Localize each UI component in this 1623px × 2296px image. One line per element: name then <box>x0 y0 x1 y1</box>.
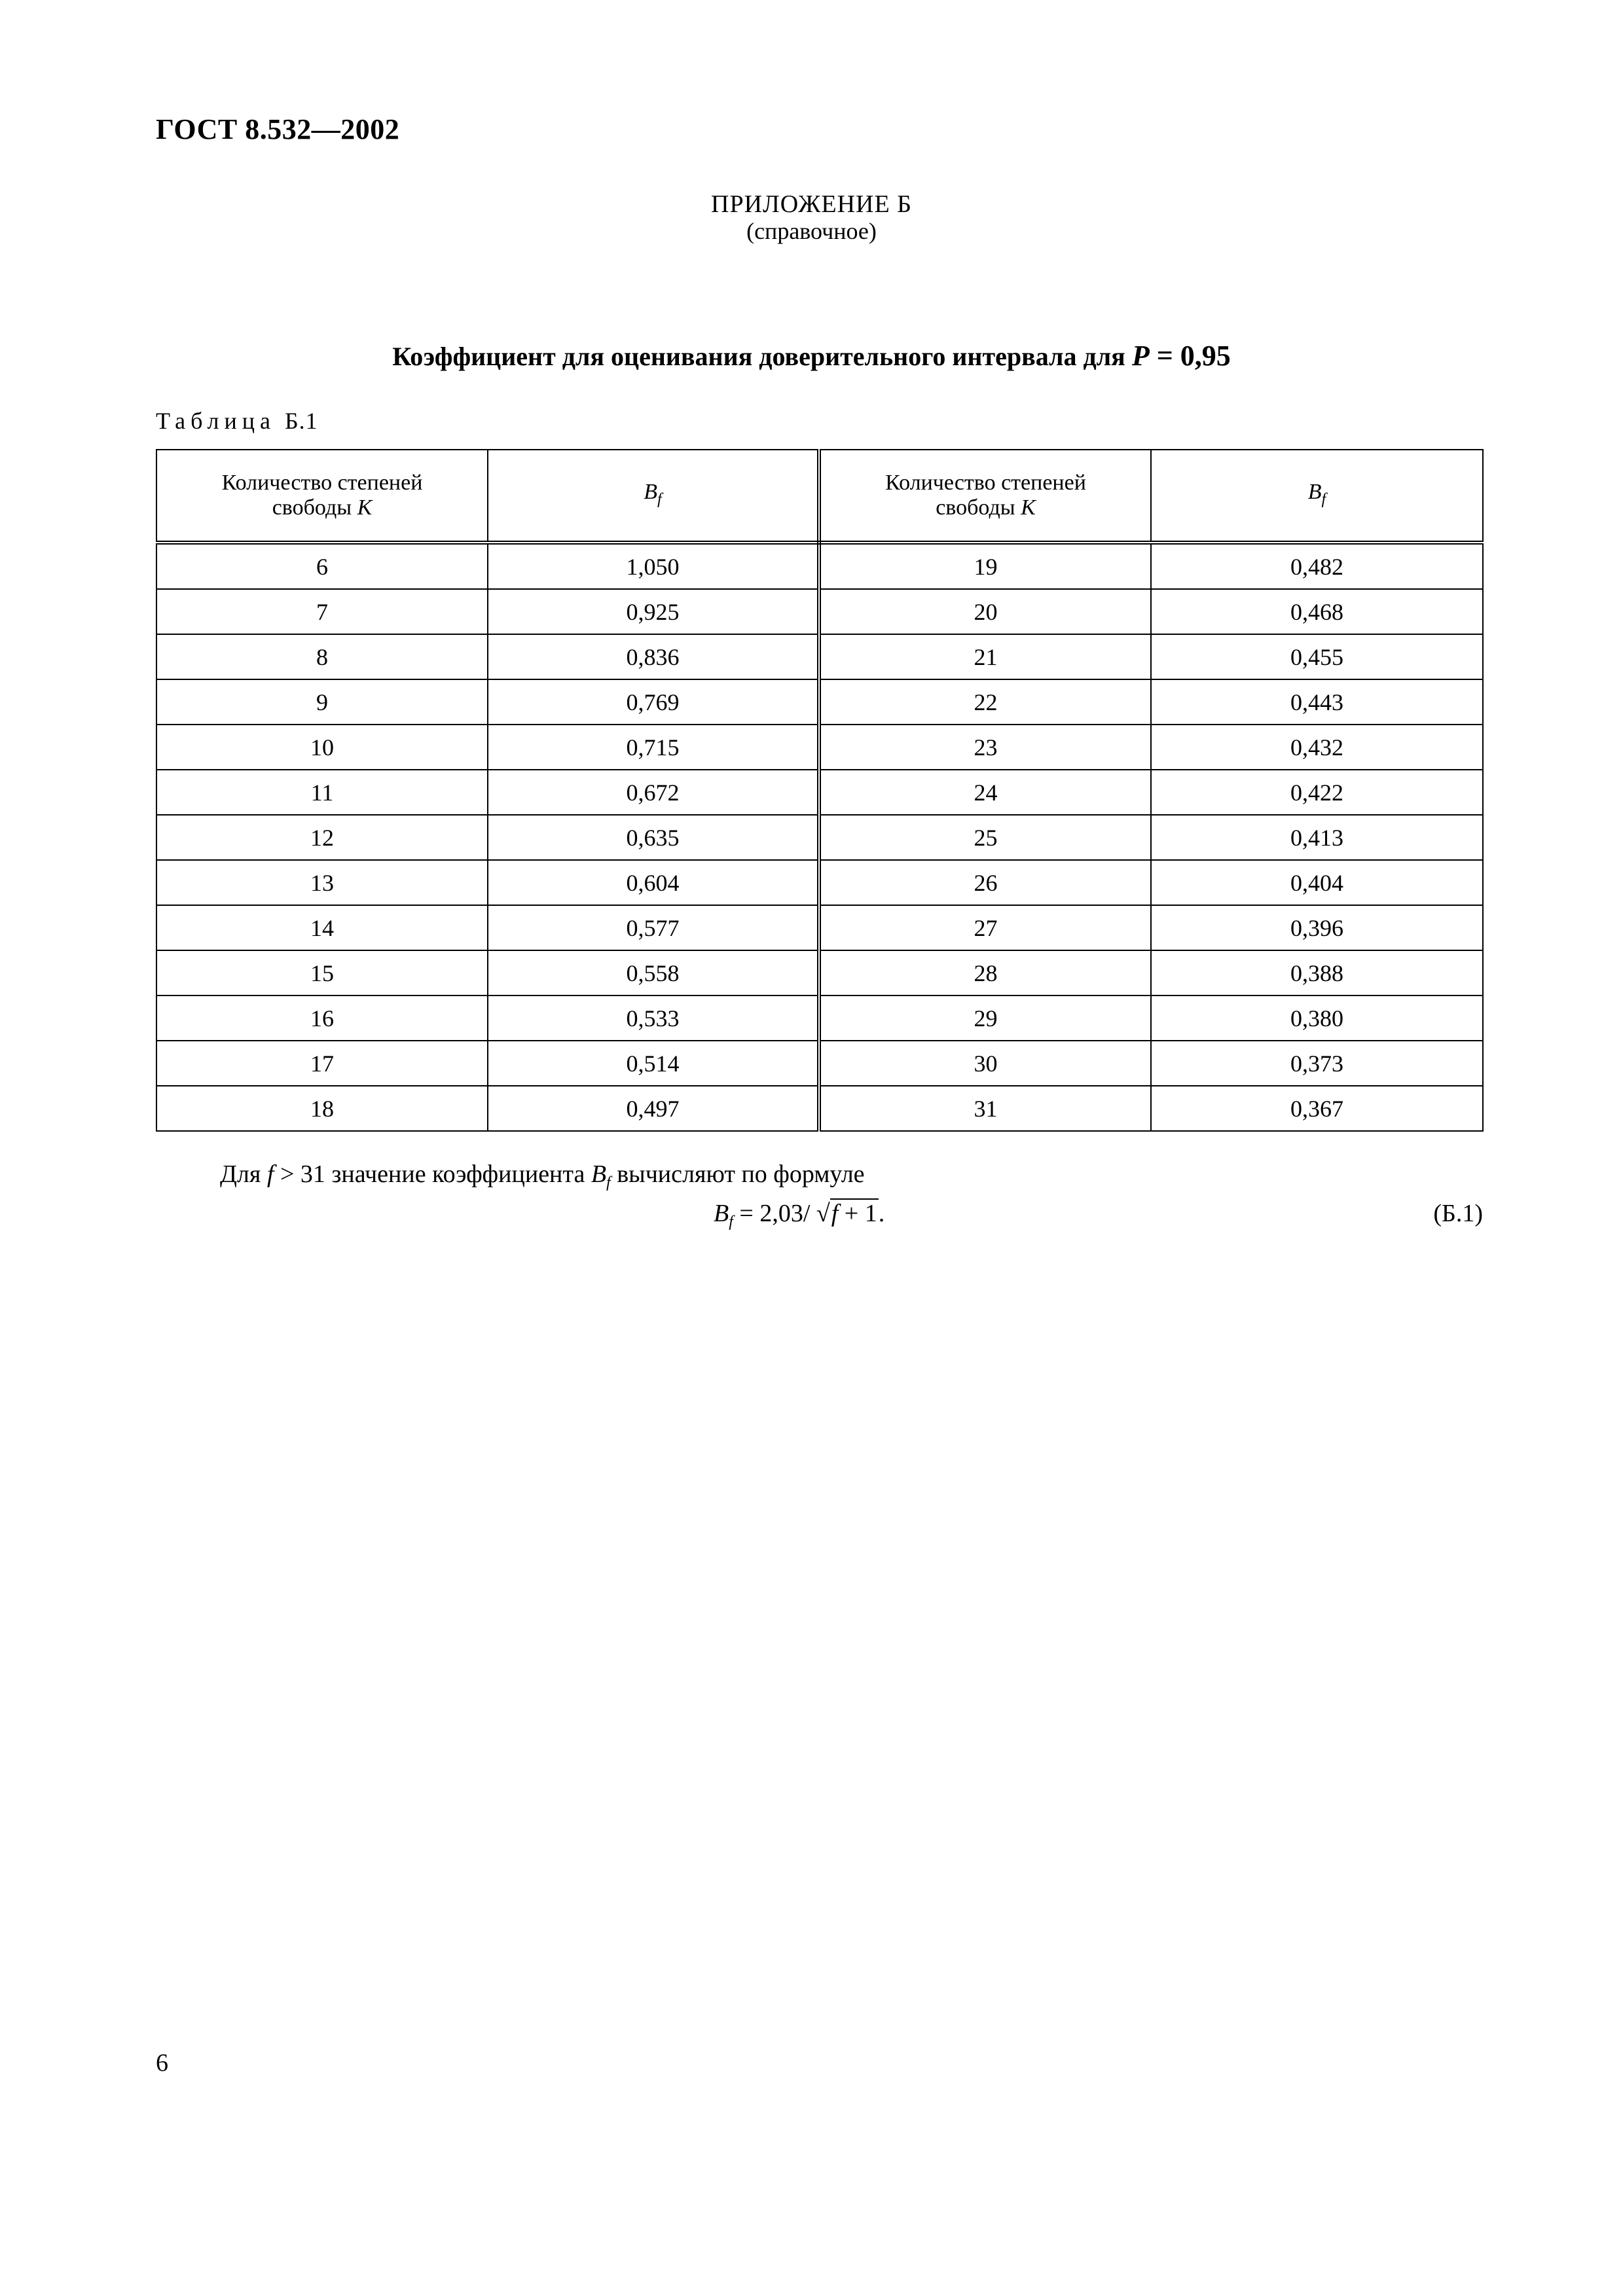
cell-bf: 0,432 <box>1151 725 1483 770</box>
section-title <box>0 339 1623 372</box>
table-header-row <box>156 450 1483 543</box>
section-title-value: = 0,95 <box>1149 340 1231 372</box>
table-row <box>156 634 1483 679</box>
note-coef-sub: f <box>606 1174 611 1191</box>
cell-k: 9 <box>156 679 488 725</box>
cell-k: 29 <box>819 996 1151 1041</box>
table-row <box>156 815 1483 860</box>
cell-bf: 0,443 <box>1151 679 1483 725</box>
cell-k: 25 <box>819 815 1151 860</box>
cell-k: 15 <box>156 950 488 996</box>
cell-bf: 0,367 <box>1151 1086 1483 1131</box>
formula-arg-rest: + 1 <box>838 1200 877 1227</box>
header-degrees-line1: Количество степеней <box>885 471 1086 495</box>
formula-number: (Б.1) <box>1433 1200 1483 1227</box>
section-title-text: Коэффициент для оценивания доверительного интервала для <box>392 342 1132 371</box>
cell-k: 20 <box>819 589 1151 634</box>
cell-bf: 0,482 <box>1151 543 1483 589</box>
cell-bf: 0,413 <box>1151 815 1483 860</box>
header-degrees-of-freedom <box>156 450 488 543</box>
cell-k: 22 <box>819 679 1151 725</box>
formula-equals: = 2,03/ √ <box>733 1200 830 1227</box>
cell-k: 14 <box>156 905 488 950</box>
cell-bf: 0,455 <box>1151 634 1483 679</box>
cell-k: 28 <box>819 950 1151 996</box>
page-number: 6 <box>156 2049 168 2077</box>
header-coef-sub: f <box>657 490 662 508</box>
table-row <box>156 950 1483 996</box>
cell-bf: 1,050 <box>488 543 819 589</box>
header-degrees-line2: свободы <box>272 495 357 520</box>
cell-k: 6 <box>156 543 488 589</box>
document-code: ГОСТ 8.532—2002 <box>156 113 400 145</box>
note-suffix: вычисляют по формуле <box>610 1160 865 1188</box>
cell-k: 8 <box>156 634 488 679</box>
cell-k: 19 <box>819 543 1151 589</box>
cell-k: 24 <box>819 770 1151 815</box>
cell-k: 13 <box>156 860 488 905</box>
cell-bf: 0,380 <box>1151 996 1483 1041</box>
header-coefficient <box>488 450 819 543</box>
cell-bf: 0,635 <box>488 815 819 860</box>
header-coef-var: B <box>644 479 658 504</box>
cell-bf: 0,514 <box>488 1041 819 1086</box>
section-title-variable: P <box>1131 340 1150 372</box>
header-coef-var: B <box>1307 479 1322 504</box>
table-caption <box>156 407 318 435</box>
formula-sqrt-argument <box>830 1198 879 1227</box>
formula-end: . <box>878 1200 885 1227</box>
header-degrees-line2: свободы <box>936 495 1021 520</box>
cell-k: 27 <box>819 905 1151 950</box>
cell-bf: 0,388 <box>1151 950 1483 996</box>
cell-bf: 0,373 <box>1151 1041 1483 1086</box>
cell-k: 11 <box>156 770 488 815</box>
table-row <box>156 860 1483 905</box>
cell-bf: 0,404 <box>1151 860 1483 905</box>
table-row <box>156 996 1483 1041</box>
cell-k: 12 <box>156 815 488 860</box>
cell-bf: 0,533 <box>488 996 819 1041</box>
cell-bf: 0,422 <box>1151 770 1483 815</box>
table-caption-number: Б.1 <box>284 408 318 434</box>
table-row <box>156 543 1483 589</box>
cell-bf: 0,497 <box>488 1086 819 1131</box>
table-row <box>156 905 1483 950</box>
cell-k: 10 <box>156 725 488 770</box>
cell-k: 17 <box>156 1041 488 1086</box>
cell-bf: 0,715 <box>488 725 819 770</box>
table-row <box>156 1041 1483 1086</box>
formula <box>714 1199 884 1231</box>
cell-k: 21 <box>819 634 1151 679</box>
cell-k: 23 <box>819 725 1151 770</box>
header-coefficient <box>1151 450 1483 543</box>
cell-k: 16 <box>156 996 488 1041</box>
cell-bf: 0,604 <box>488 860 819 905</box>
header-coef-sub: f <box>1321 490 1326 508</box>
note-prefix: Для <box>220 1160 267 1188</box>
header-degrees-var: K <box>1021 495 1036 520</box>
cell-bf: 0,468 <box>1151 589 1483 634</box>
header-degrees-of-freedom <box>819 450 1151 543</box>
table-row <box>156 589 1483 634</box>
header-degrees-line1: Количество степеней <box>221 471 423 495</box>
coefficient-table <box>156 449 1484 1132</box>
cell-k: 18 <box>156 1086 488 1131</box>
cell-bf: 0,769 <box>488 679 819 725</box>
formula-lhs-sub: f <box>729 1213 733 1230</box>
formula-lhs-var: B <box>714 1200 729 1227</box>
table-caption-word: Таблица <box>156 408 276 434</box>
table-row <box>156 679 1483 725</box>
cell-bf: 0,925 <box>488 589 819 634</box>
appendix-title: ПРИЛОЖЕНИЕ Б <box>711 190 912 218</box>
cell-k: 31 <box>819 1086 1151 1131</box>
formula-note <box>220 1160 865 1192</box>
cell-bf: 0,836 <box>488 634 819 679</box>
note-coef-var: B <box>591 1160 607 1188</box>
note-var-f: f <box>266 1160 274 1188</box>
cell-k: 30 <box>819 1041 1151 1086</box>
cell-k: 26 <box>819 860 1151 905</box>
cell-bf: 0,577 <box>488 905 819 950</box>
header-degrees-var: K <box>357 495 373 520</box>
cell-k: 7 <box>156 589 488 634</box>
formula-arg-var: f <box>831 1200 839 1227</box>
cell-bf: 0,672 <box>488 770 819 815</box>
appendix-subtitle: (справочное) <box>746 218 877 244</box>
table-row <box>156 725 1483 770</box>
table-row <box>156 1086 1483 1131</box>
cell-bf: 0,396 <box>1151 905 1483 950</box>
note-middle: > 31 значение коэффициента <box>274 1160 591 1188</box>
cell-bf: 0,558 <box>488 950 819 996</box>
table-row <box>156 770 1483 815</box>
